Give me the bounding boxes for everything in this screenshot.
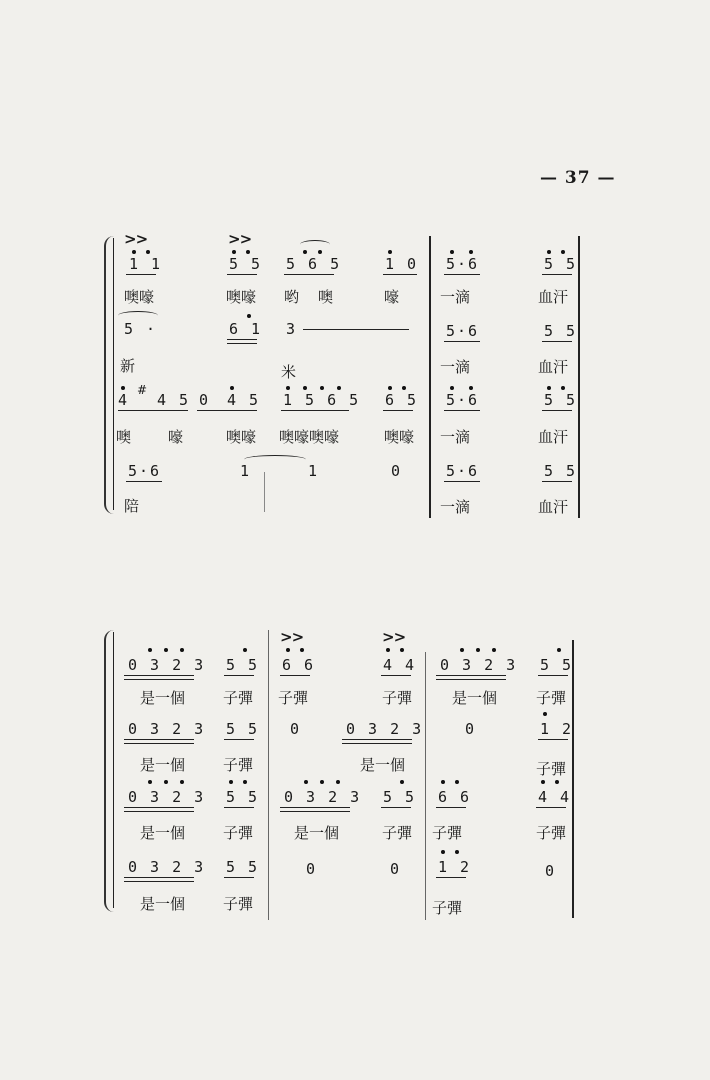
note-group: 1 5 6 5 bbox=[283, 391, 361, 409]
beam-line bbox=[124, 811, 194, 812]
octave-dot bbox=[164, 648, 168, 652]
note-group: 6 6 bbox=[282, 656, 316, 674]
beam-line bbox=[436, 675, 506, 676]
beam-line bbox=[224, 739, 254, 740]
barline bbox=[572, 640, 574, 918]
barline bbox=[578, 236, 580, 518]
octave-dot bbox=[541, 780, 545, 784]
octave-dot bbox=[230, 386, 234, 390]
octave-dot bbox=[229, 780, 233, 784]
lyric: 嚎 bbox=[168, 428, 184, 446]
slur bbox=[300, 240, 330, 249]
note-group: 5 5 bbox=[226, 788, 260, 806]
octave-dot bbox=[388, 250, 392, 254]
barline bbox=[113, 632, 114, 908]
note-group: 5 5 bbox=[226, 858, 260, 876]
note-group: 0 bbox=[390, 860, 402, 878]
octave-dot bbox=[469, 250, 473, 254]
beam-line bbox=[281, 410, 349, 411]
octave-dot bbox=[402, 386, 406, 390]
octave-dot bbox=[450, 386, 454, 390]
lyric: 嚎 bbox=[384, 288, 400, 306]
octave-dot bbox=[555, 780, 559, 784]
note-group: 0 3 2 3 bbox=[284, 788, 362, 806]
lyric: 子彈 bbox=[536, 824, 567, 842]
note-group: 0 3 2 3 bbox=[128, 720, 206, 738]
lyric: 是一個 bbox=[140, 689, 186, 707]
octave-dot bbox=[320, 386, 324, 390]
note-group: 5 6 5 bbox=[286, 255, 342, 273]
lyric: 子彈 bbox=[536, 689, 567, 707]
octave-dot bbox=[164, 780, 168, 784]
note-group: 1 2 bbox=[540, 720, 574, 738]
note-group: 4 4 bbox=[538, 788, 572, 806]
octave-dot bbox=[247, 314, 251, 318]
octave-dot bbox=[388, 386, 392, 390]
accent-mark: >> bbox=[280, 628, 304, 646]
note-group: 5 5 bbox=[383, 788, 417, 806]
octave-dot bbox=[146, 250, 150, 254]
beam-line bbox=[542, 410, 572, 411]
beam-line bbox=[383, 274, 417, 275]
beam-line bbox=[436, 679, 506, 680]
beam-line bbox=[126, 481, 162, 482]
octave-dot bbox=[243, 648, 247, 652]
barline bbox=[425, 652, 426, 920]
beam-line bbox=[284, 274, 334, 275]
beam-line bbox=[444, 481, 480, 482]
octave-dot bbox=[455, 850, 459, 854]
beam-line bbox=[124, 675, 194, 676]
lyric: 子彈 bbox=[432, 899, 463, 917]
beam-line bbox=[224, 877, 254, 878]
beam-line bbox=[280, 675, 310, 676]
note-group: 5 5 bbox=[226, 720, 260, 738]
note-group: 5·6 bbox=[128, 462, 162, 480]
beam-line bbox=[224, 807, 254, 808]
lyric: 一滴 bbox=[440, 498, 471, 516]
note-group: 0 3 2 3 bbox=[128, 656, 206, 674]
note-group: 0 bbox=[290, 720, 302, 738]
octave-dot bbox=[450, 250, 454, 254]
note-group: 5 5 bbox=[226, 656, 260, 674]
octave-dot bbox=[232, 250, 236, 254]
note-group: 1 1 bbox=[129, 255, 163, 273]
lyric: 子彈 bbox=[223, 895, 254, 913]
octave-dot bbox=[386, 648, 390, 652]
lyric: 一滴 bbox=[440, 288, 471, 306]
note-group: 1 2 bbox=[438, 858, 472, 876]
accent-mark: >> bbox=[124, 230, 148, 248]
octave-dot bbox=[243, 780, 247, 784]
note-group: 3 bbox=[286, 320, 298, 338]
note-group: 1 0 bbox=[385, 255, 419, 273]
note-group: 4 5 bbox=[157, 391, 191, 409]
lyric: 子彈 bbox=[536, 760, 567, 778]
octave-dot bbox=[492, 648, 496, 652]
note-group: 5 5 bbox=[540, 656, 574, 674]
lyric: 是一個 bbox=[140, 895, 186, 913]
beam-line bbox=[280, 807, 350, 808]
lyric: 噢嚎 bbox=[124, 288, 155, 306]
octave-dot bbox=[441, 780, 445, 784]
octave-dot bbox=[336, 780, 340, 784]
beam-line bbox=[224, 675, 254, 676]
beam-line bbox=[383, 410, 413, 411]
octave-dot bbox=[400, 780, 404, 784]
note-group: 1 bbox=[308, 462, 320, 480]
beam-line bbox=[118, 410, 188, 411]
page-number: — 37 — bbox=[540, 168, 616, 188]
lyric: 子彈 bbox=[382, 689, 413, 707]
note-group: 5 5 bbox=[544, 255, 578, 273]
note-group: 5·6 bbox=[446, 462, 480, 480]
lyric: 是一個 bbox=[360, 756, 406, 774]
octave-dot bbox=[547, 386, 551, 390]
note-group: 4 bbox=[118, 391, 130, 409]
beam-line bbox=[538, 739, 568, 740]
beam-line bbox=[227, 274, 257, 275]
note-group: 5 5 bbox=[544, 391, 578, 409]
note-group: 4 5 bbox=[227, 391, 261, 409]
lyric: 是一個 bbox=[294, 824, 340, 842]
beam-line bbox=[126, 274, 156, 275]
lyric: 血汗 bbox=[538, 428, 569, 446]
beam-line bbox=[542, 274, 572, 275]
octave-dot bbox=[303, 250, 307, 254]
note-group: 5 5 bbox=[544, 322, 578, 340]
slur bbox=[244, 455, 306, 464]
lyric: 噢嚎噢嚎 bbox=[279, 428, 340, 446]
note-group: 5 5 bbox=[544, 462, 578, 480]
note-group: 0 3 2 3 bbox=[440, 656, 518, 674]
note-group: 5 5 bbox=[229, 255, 263, 273]
barline bbox=[113, 238, 114, 510]
beam-line bbox=[542, 341, 572, 342]
barline bbox=[429, 236, 431, 518]
lyric: 噢 bbox=[318, 288, 334, 306]
note-group: 6 5 bbox=[385, 391, 419, 409]
note-group: 0 3 2 3 bbox=[128, 788, 206, 806]
beam-line bbox=[227, 343, 257, 344]
lyric: 是一個 bbox=[140, 824, 186, 842]
beam-line bbox=[124, 807, 194, 808]
lyric: 噢 bbox=[116, 428, 132, 446]
slur bbox=[118, 311, 158, 320]
octave-dot bbox=[561, 386, 565, 390]
octave-dot bbox=[148, 780, 152, 784]
sharp-sign: # bbox=[137, 383, 148, 397]
beam-line bbox=[227, 339, 257, 340]
beam-line bbox=[381, 675, 411, 676]
beam-line bbox=[536, 807, 566, 808]
beam-line bbox=[342, 743, 412, 744]
lyric: 一滴 bbox=[440, 428, 471, 446]
beam-line bbox=[444, 410, 480, 411]
note-group: 6 6 bbox=[438, 788, 472, 806]
note-group: 5·6 bbox=[446, 391, 480, 409]
octave-dot bbox=[547, 250, 551, 254]
lyric: 子彈 bbox=[223, 756, 254, 774]
octave-dot bbox=[455, 780, 459, 784]
note-group: 0 bbox=[465, 720, 477, 738]
lyric: 米 bbox=[281, 363, 297, 381]
lyric: 是一個 bbox=[140, 756, 186, 774]
lyric: 子彈 bbox=[382, 824, 413, 842]
lyric: 血汗 bbox=[538, 288, 569, 306]
octave-dot bbox=[246, 250, 250, 254]
beam-line bbox=[124, 881, 194, 882]
beam-line bbox=[124, 739, 194, 740]
note-group: 5·6 bbox=[446, 255, 480, 273]
lyric: 陪 bbox=[124, 497, 140, 515]
accent-mark: >> bbox=[228, 230, 252, 248]
octave-dot bbox=[304, 780, 308, 784]
beam-line bbox=[542, 481, 572, 482]
lyric: 子彈 bbox=[223, 824, 254, 842]
hold-dash bbox=[303, 329, 409, 330]
beam-line bbox=[444, 341, 480, 342]
beam-line bbox=[197, 410, 257, 411]
lyric: 子彈 bbox=[278, 689, 309, 707]
octave-dot bbox=[148, 648, 152, 652]
note-group: 6 1 bbox=[229, 320, 263, 338]
lyric: 是一個 bbox=[452, 689, 498, 707]
beam-line bbox=[280, 811, 350, 812]
lyric: 血汗 bbox=[538, 498, 569, 516]
note-group: 0 bbox=[545, 862, 557, 880]
octave-dot bbox=[132, 250, 136, 254]
octave-dot bbox=[320, 780, 324, 784]
octave-dot bbox=[469, 386, 473, 390]
octave-dot bbox=[543, 712, 547, 716]
octave-dot bbox=[476, 648, 480, 652]
octave-dot bbox=[286, 386, 290, 390]
note-group: 0 bbox=[306, 860, 318, 878]
note-group: 0 3 2 3 bbox=[346, 720, 424, 738]
note-group: 1 bbox=[240, 462, 252, 480]
octave-dot bbox=[180, 648, 184, 652]
lyric: 子彈 bbox=[223, 689, 254, 707]
lyric: 噢嚎 bbox=[384, 428, 415, 446]
octave-dot bbox=[441, 850, 445, 854]
beam-line bbox=[436, 877, 466, 878]
beam-line bbox=[124, 743, 194, 744]
lyric: 血汗 bbox=[538, 358, 569, 376]
beam-line bbox=[124, 679, 194, 680]
octave-dot bbox=[180, 780, 184, 784]
beam-line bbox=[444, 274, 480, 275]
lyric: 哟 bbox=[284, 288, 300, 306]
octave-dot bbox=[303, 386, 307, 390]
note-group: 0 bbox=[391, 462, 403, 480]
octave-dot bbox=[121, 386, 125, 390]
octave-dot bbox=[286, 648, 290, 652]
beam-line bbox=[342, 739, 412, 740]
lyric: 子彈 bbox=[432, 824, 463, 842]
beam-line bbox=[124, 877, 194, 878]
octave-dot bbox=[400, 648, 404, 652]
note-group: 4 4 bbox=[383, 656, 417, 674]
note-group: 5·6 bbox=[446, 322, 480, 340]
note-group: 0 3 2 3 bbox=[128, 858, 206, 876]
beam-line bbox=[538, 675, 568, 676]
octave-dot bbox=[561, 250, 565, 254]
accent-mark: >> bbox=[382, 628, 406, 646]
barline bbox=[268, 630, 269, 920]
beam-line bbox=[381, 807, 411, 808]
note-group: 0 bbox=[199, 391, 211, 409]
beam-line bbox=[436, 807, 466, 808]
octave-dot bbox=[460, 648, 464, 652]
octave-dot bbox=[557, 648, 561, 652]
note-group: 5 · bbox=[124, 320, 158, 338]
lyric: 噢嚎 bbox=[226, 428, 257, 446]
octave-dot bbox=[318, 250, 322, 254]
lyric: 一滴 bbox=[440, 358, 471, 376]
octave-dot bbox=[300, 648, 304, 652]
lyric: 噢嚎 bbox=[226, 288, 257, 306]
octave-dot bbox=[337, 386, 341, 390]
dashed-barline bbox=[264, 472, 265, 512]
lyric: 新 bbox=[120, 357, 136, 375]
